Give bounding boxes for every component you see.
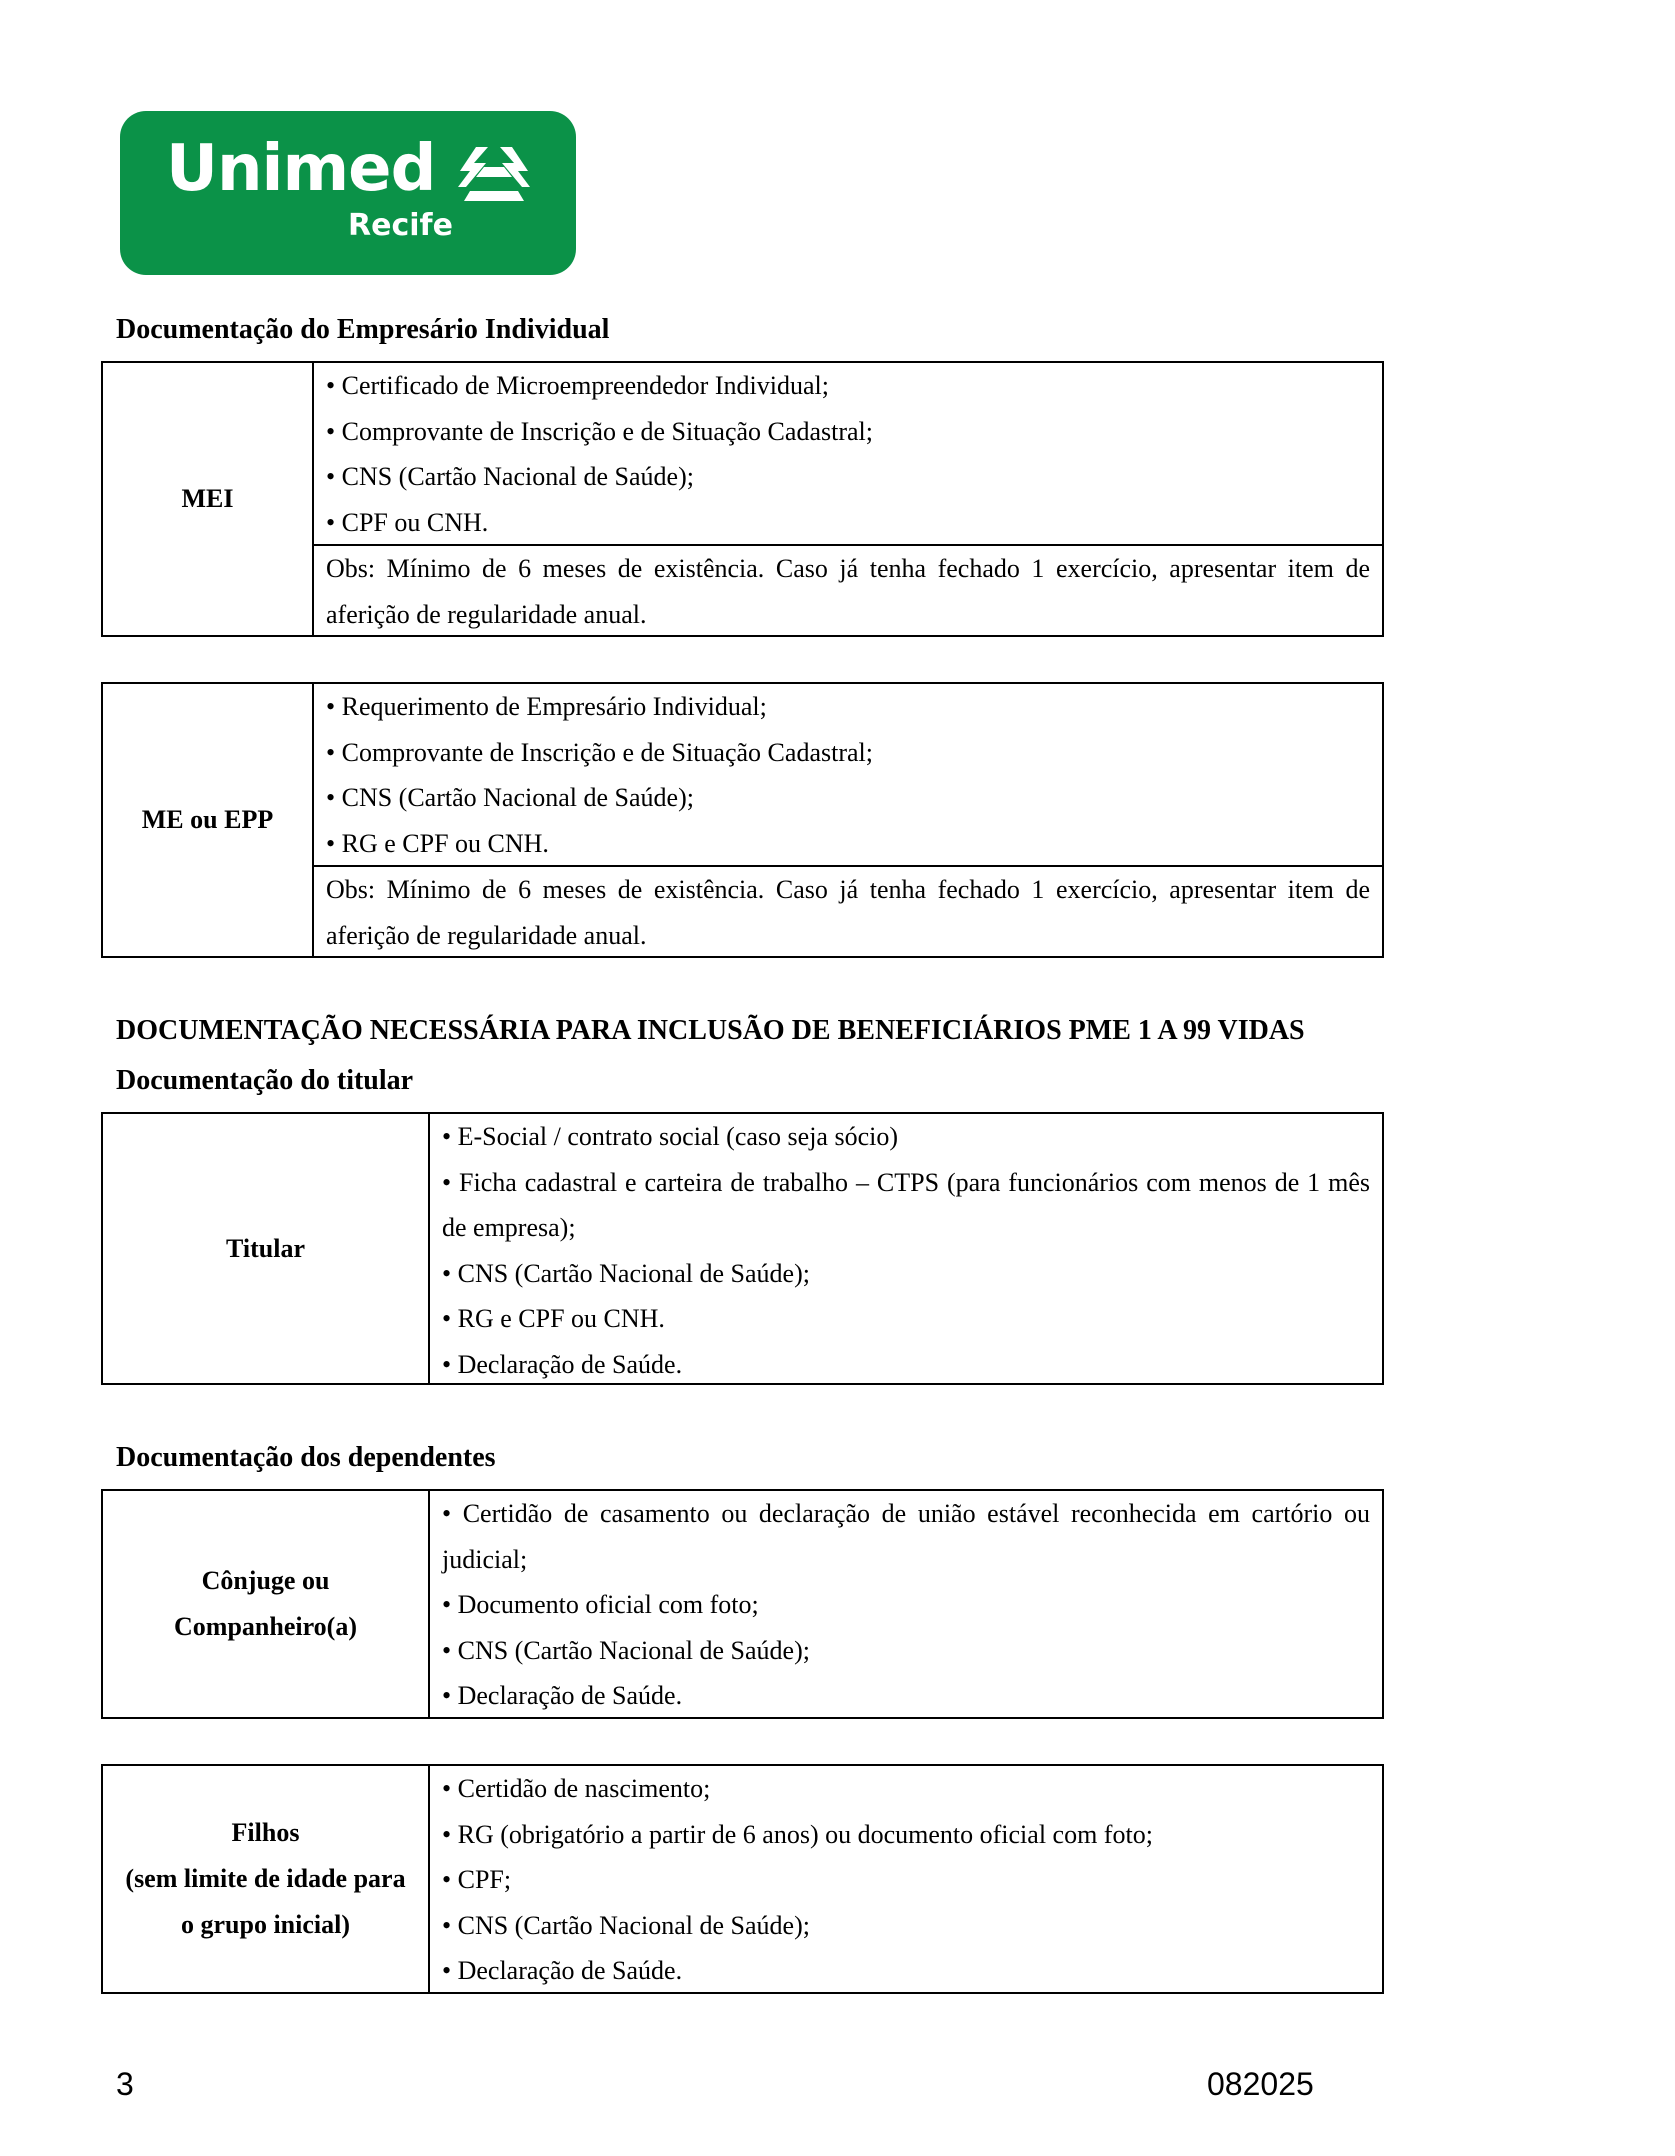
list-item: • Declaração de Saúde. [442, 1956, 683, 1985]
table-items-conjuge [430, 1491, 1382, 1719]
section-heading-dependentes: Documentação dos dependentes [116, 1442, 496, 1473]
list-item: • Documento oficial com foto; [442, 1590, 759, 1619]
label-line: (sem limite de idade para [125, 1864, 406, 1893]
logo-name: Unimed [166, 132, 436, 206]
table-titular [101, 1112, 1384, 1385]
table-items-filhos [430, 1766, 1382, 1994]
section-heading-empresario: Documentação do Empresário Individual [116, 314, 610, 345]
list-item: • Declaração de Saúde. [442, 1349, 683, 1379]
list-item: • CNS (Cartão Nacional de Saúde); [326, 783, 694, 812]
list-item: • E-Social / contrato social (caso seja sócio) [442, 1122, 899, 1151]
label-line: Companheiro(a) [174, 1612, 357, 1641]
table-label-titular: Titular [103, 1114, 430, 1383]
table-items-me-epp [314, 684, 1382, 865]
table-items-titular [430, 1114, 1382, 1387]
label-line: o grupo inicial) [180, 1910, 350, 1939]
table-obs-mei: Obs: Mínimo de 6 meses de existência. Caso já tenha fechado 1 exercício, apresentar item de aferição de regularidade anual. [314, 544, 1382, 637]
label-line: Cônjuge ou [201, 1566, 330, 1595]
table-label-me-epp: ME ou EPP [103, 684, 314, 956]
list-item: • CNS (Cartão Nacional de Saúde); [442, 1258, 810, 1288]
unimed-recife-logo [120, 111, 576, 275]
table-conjuge [101, 1489, 1384, 1719]
list-item: • Declaração de Saúde. [442, 1681, 683, 1710]
list-item: • RG (obrigatório a partir de 6 anos) ou documento oficial com foto; [442, 1819, 1153, 1849]
list-item: • Comprovante de Inscrição e de Situação Cadastral; [326, 737, 873, 767]
logo-city: Recife [348, 208, 453, 243]
list-item: • RG e CPF ou CNH. [326, 828, 549, 858]
table-items-mei [314, 363, 1382, 544]
list-item: • RG e CPF ou CNH. [442, 1304, 665, 1333]
list-item: • CPF ou CNH. [326, 507, 489, 537]
list-item: • Comprovante de Inscrição e de Situação Cadastral; [326, 416, 873, 446]
page-number: 3 [116, 2066, 134, 2102]
table-me-epp [101, 682, 1384, 958]
list-item: • CNS (Cartão Nacional de Saúde); [442, 1910, 810, 1940]
list-item: • Certidão de nascimento; [442, 1774, 711, 1803]
table-label-conjuge [103, 1491, 430, 1717]
list-item: • Requerimento de Empresário Individual; [326, 692, 767, 721]
table-obs-me-epp: Obs: Mínimo de 6 meses de existência. Caso já tenha fechado 1 exercício, apresentar item de aferição de regularidade anual. [314, 865, 1382, 958]
table-filhos [101, 1764, 1384, 1994]
list-item: • Ficha cadastral e carteira de trabalho – CTPS (para funcionários com menos de 1 mês de empresa); [442, 1167, 1370, 1242]
table-mei [101, 361, 1384, 637]
list-item: • Certificado de Microempreendedor Individual; [326, 371, 829, 400]
table-label-filhos [103, 1766, 430, 1992]
section-heading-inclusao: DOCUMENTAÇÃO NECESSÁRIA PARA INCLUSÃO DE BENEFICIÁRIOS PME 1 A 99 VIDAS [116, 1015, 1305, 1046]
table-label-mei: MEI [103, 363, 314, 635]
list-item: • CNS (Cartão Nacional de Saúde); [326, 462, 694, 491]
section-subheading-titular: Documentação do titular [116, 1065, 414, 1096]
label-line: Filhos [231, 1818, 300, 1847]
list-item: • CNS (Cartão Nacional de Saúde); [442, 1635, 810, 1665]
document-code: 082025 [1207, 2066, 1314, 2102]
unimed-tree-icon [456, 147, 532, 201]
list-item: • CPF; [442, 1865, 512, 1894]
list-item: • Certidão de casamento ou declaração de união estável reconhecida em cartório ou judicial; [442, 1499, 1370, 1574]
